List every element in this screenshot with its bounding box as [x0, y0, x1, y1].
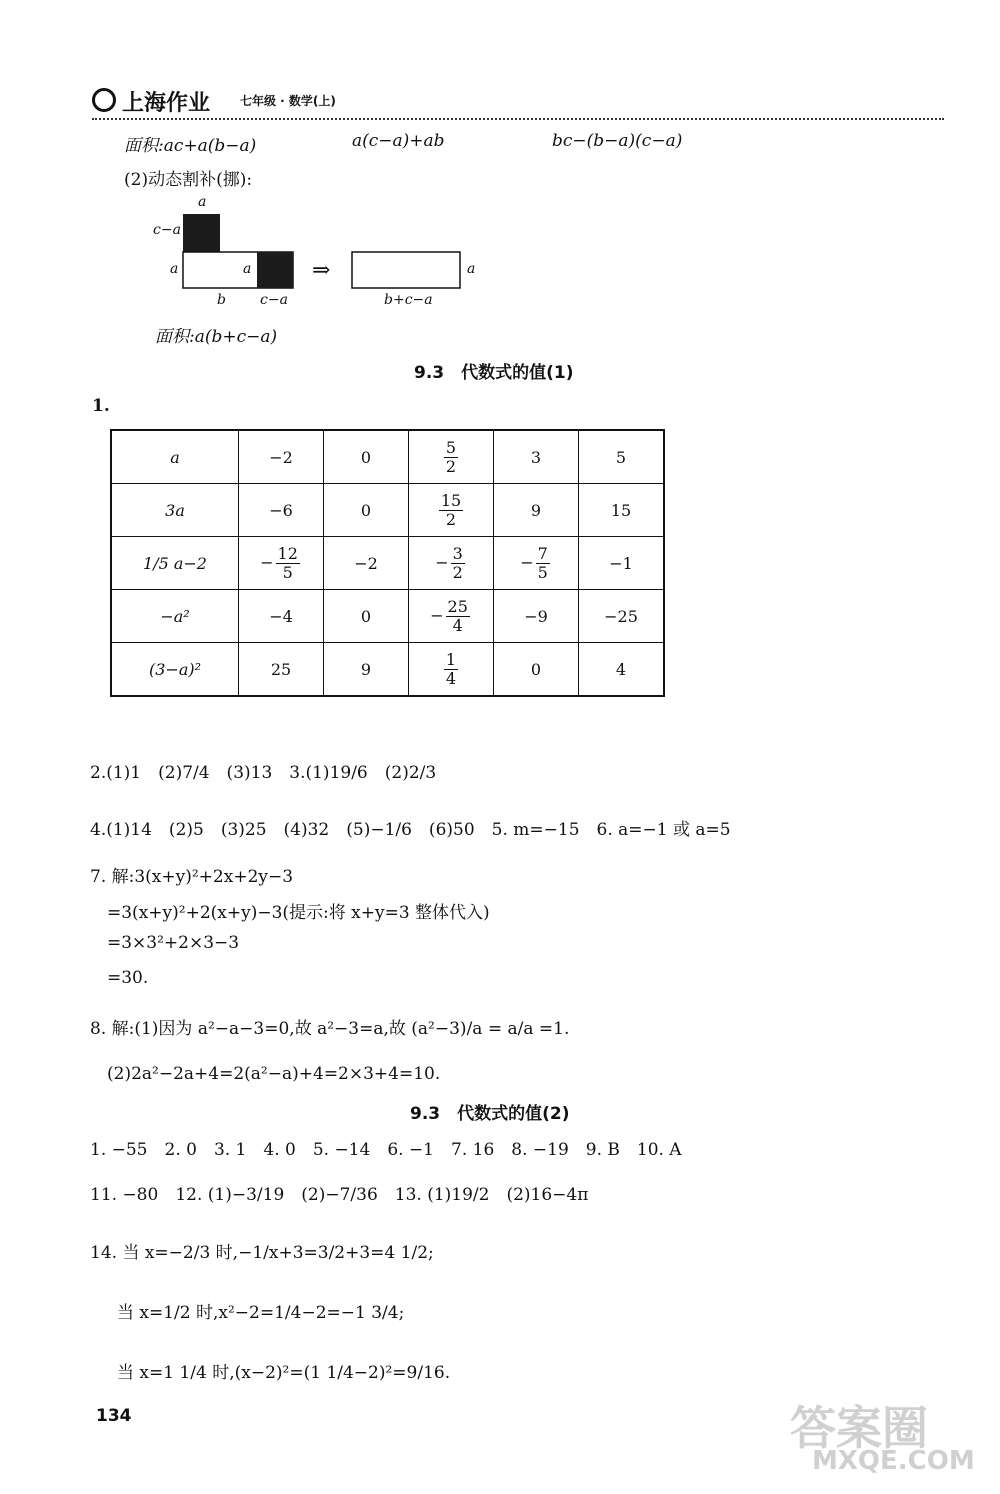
table-cell: 0 [324, 590, 409, 643]
magnifier-icon [92, 88, 116, 112]
table-cell: 5 [579, 430, 665, 484]
table-cell: 0 [324, 430, 409, 484]
table-cell: 1/5 a−2 [111, 537, 239, 590]
label-left-a: a [170, 261, 179, 277]
watermark-logo: 答案圈 [790, 1401, 928, 1455]
table-cell: −a² [111, 590, 239, 643]
table-cell: −2 [324, 537, 409, 590]
table-cell: $\frac{15}{2}$ [409, 484, 494, 537]
arrow-icon: ⇒ [312, 258, 331, 283]
table-cell: $\frac{5}{2}$ [409, 430, 494, 484]
table-cell: − $\frac{25}{4}$ [409, 590, 494, 643]
dark-square-top [183, 214, 220, 252]
answer-q7-line1: 7. 解:3(x+y)²+2x+2y−3 [90, 867, 294, 887]
table-cell: −25 [579, 590, 665, 643]
label-inner-a: a [243, 261, 252, 277]
table-cell: a [111, 430, 239, 484]
answer-q4-q6: 4.(1)14 (2)5 (3)25 (4)32 (5)−1/6 (6)50 5. m=−15 6. a=−1 或 a=5 [90, 820, 731, 840]
table-row [111, 537, 664, 590]
watermark-url: MXQE.COM [812, 1446, 975, 1476]
area-formula-2: a(c−a)+ab [352, 131, 445, 151]
table-cell: (3−a)² [111, 643, 239, 697]
answer-q7-line2: =3(x+y)²+2(x+y)−3(提示:将 x+y=3 整体代入) [107, 903, 490, 923]
page-number: 134 [96, 1406, 132, 1426]
table-cell: 4 [579, 643, 665, 697]
answer-q7-line4: =30. [107, 968, 149, 988]
table-cell: −2 [239, 430, 324, 484]
answer-q1-q10: 1. −55 2. 0 3. 1 4. 0 5. −14 6. −1 7. 16 8. −19 9. B 10. A [90, 1140, 682, 1160]
table-cell: 9 [494, 484, 579, 537]
section-title-2: 9.3 代数式的值(2) [410, 1104, 570, 1124]
table-cell: 25 [239, 643, 324, 697]
label-right-a: a [467, 261, 476, 277]
table-cell: 9 [324, 643, 409, 697]
answer-q7-line3: =3×3²+2×3−3 [107, 933, 240, 953]
label-b: b [217, 292, 226, 308]
book-title: 上海作业 [92, 86, 210, 117]
question-1-label: 1. [92, 396, 110, 416]
answer-q14-line2: 当 x=1/2 时,x²−2=1/4−2=−1 3/4; [117, 1303, 405, 1323]
answer-q8-line1: 8. 解:(1)因为 a²−a−3=0,故 a²−3=a,故 (a²−3)/a = a/a =1. [90, 1019, 570, 1039]
answer-q14-line1: 14. 当 x=−2/3 时,−1/x+3=3/2+3=4 1/2; [90, 1243, 434, 1263]
answer-q14-line3: 当 x=1 1/4 时,(x−2)²=(1 1/4−2)²=9/16. [117, 1363, 451, 1383]
label-c-minus-a: c−a [153, 222, 181, 238]
table-cell: −4 [239, 590, 324, 643]
table-cell: $\frac{1}{4}$ [409, 643, 494, 697]
table-cell: − $\frac{12}{5}$ [239, 537, 324, 590]
table-cell: 0 [324, 484, 409, 537]
table-cell: −9 [494, 590, 579, 643]
result-rect [352, 252, 460, 288]
table-cell: 3a [111, 484, 239, 537]
label-b-plus-c-minus-a: b+c−a [384, 292, 433, 308]
table-cell: 15 [579, 484, 665, 537]
table-cell: − $\frac{3}{2}$ [409, 537, 494, 590]
table-cell: − $\frac{7}{5}$ [494, 537, 579, 590]
table-cell: −1 [579, 537, 665, 590]
grade-subtitle: 七年级 · 数学(上) [240, 94, 336, 108]
label-top-a: a [198, 194, 207, 210]
value-table [110, 429, 665, 697]
table-cell: 3 [494, 430, 579, 484]
section-title-1: 9.3 代数式的值(1) [414, 363, 574, 383]
table-cell: −6 [239, 484, 324, 537]
table-row [111, 643, 664, 697]
label-bottom-c-minus-a: c−a [260, 292, 288, 308]
area-result: 面积:a(b+c−a) [155, 327, 278, 347]
answer-q8-line2: (2)2a²−2a+4=2(a²−a)+4=2×3+4=10. [107, 1064, 441, 1084]
part2-label: (2)动态割补(挪): [124, 170, 253, 190]
header-divider [92, 118, 944, 120]
answer-q11-q13: 11. −80 12. (1)−3/19 (2)−7/36 13. (1)19/2 (2)16−4π [90, 1185, 589, 1205]
area-diagram [140, 192, 500, 322]
dark-square-right [257, 252, 293, 288]
table-cell: 0 [494, 643, 579, 697]
area-formula-3: bc−(b−a)(c−a) [552, 131, 683, 151]
answer-q2-q3: 2.(1)1 (2)7/4 (3)13 3.(1)19/6 (2)2/3 [90, 763, 437, 783]
area-formula-1: 面积:ac+a(b−a) [124, 136, 257, 156]
table-row [111, 484, 664, 537]
table-row [111, 430, 664, 484]
table-row [111, 590, 664, 643]
